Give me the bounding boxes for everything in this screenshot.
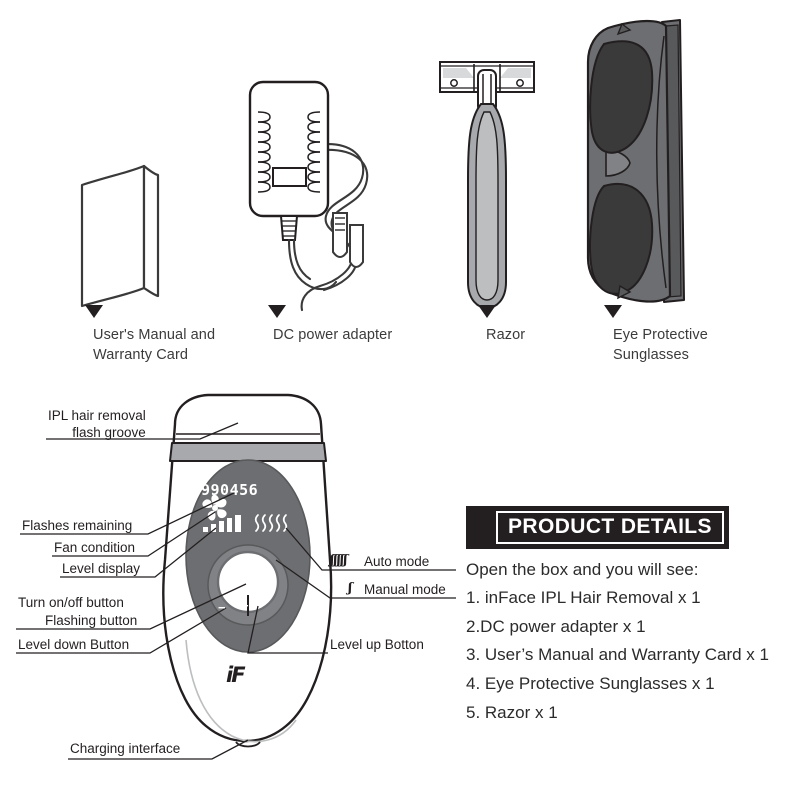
product-details-list — [466, 589, 796, 722]
list-item: 2.DC power adapter x 1 — [466, 616, 646, 636]
manual-mode-wave-icon: ʃ — [348, 581, 352, 596]
callout-ipl-flash-groove — [48, 408, 146, 442]
callout-fan-condition: Fan condition — [54, 540, 136, 555]
arrow-down-icon — [85, 305, 103, 318]
callout-manual-mode: Manual mode — [364, 582, 446, 597]
level-up-button[interactable]: + — [241, 598, 249, 613]
callout-flashes-remaining: Flashes remaining — [22, 518, 133, 533]
list-item: 5. Razor x 1 — [466, 702, 558, 722]
list-item: 4. Eye Protective Sunglasses x 1 — [466, 673, 715, 693]
list-item: 3. User’s Manual and Warranty Card x 1 — [466, 645, 769, 665]
flash-count-display: 990456 — [201, 481, 259, 499]
caption-dc-power-adapter: DC power adapter — [273, 327, 393, 343]
arrow-down-icon — [604, 305, 622, 318]
caption-razor: Razor — [486, 327, 526, 343]
callout-ipl-line1: IPL hair removal — [48, 408, 146, 423]
callout-turn-on-off-button: Turn on/off button — [18, 595, 124, 610]
caption-users-manual: User's Manual and Warranty Card — [93, 327, 216, 363]
callout-level-display: Level display — [62, 561, 141, 576]
list-item: 1. inFace IPL Hair Removal x 1 — [466, 587, 701, 607]
callout-level-down-button: Level down Button — [18, 637, 130, 652]
callout-auto-mode: Auto mode — [364, 554, 430, 569]
callout-level-up-button: Level up Botton — [330, 637, 424, 652]
product-details-lead: Open the box and you will see: — [466, 560, 699, 579]
product-details-header — [466, 506, 729, 549]
auto-mode-waves-icon: ʃʃʃʃʃ — [330, 553, 347, 568]
callout-flashing-button: Flashing button — [45, 613, 138, 628]
product-details-panel — [466, 506, 796, 722]
product-details-title: PRODUCT DETAILS — [496, 511, 724, 544]
inface-brand-logo: iF — [226, 663, 244, 687]
caption-sunglasses: Eye Protective Sunglasses — [613, 327, 708, 363]
callout-charging-interface: Charging interface — [70, 741, 181, 756]
callout-ipl-line2: flash groove — [72, 424, 146, 440]
arrow-down-icon — [268, 305, 286, 318]
level-down-button[interactable]: − — [218, 600, 226, 615]
arrow-down-icon — [478, 305, 496, 318]
